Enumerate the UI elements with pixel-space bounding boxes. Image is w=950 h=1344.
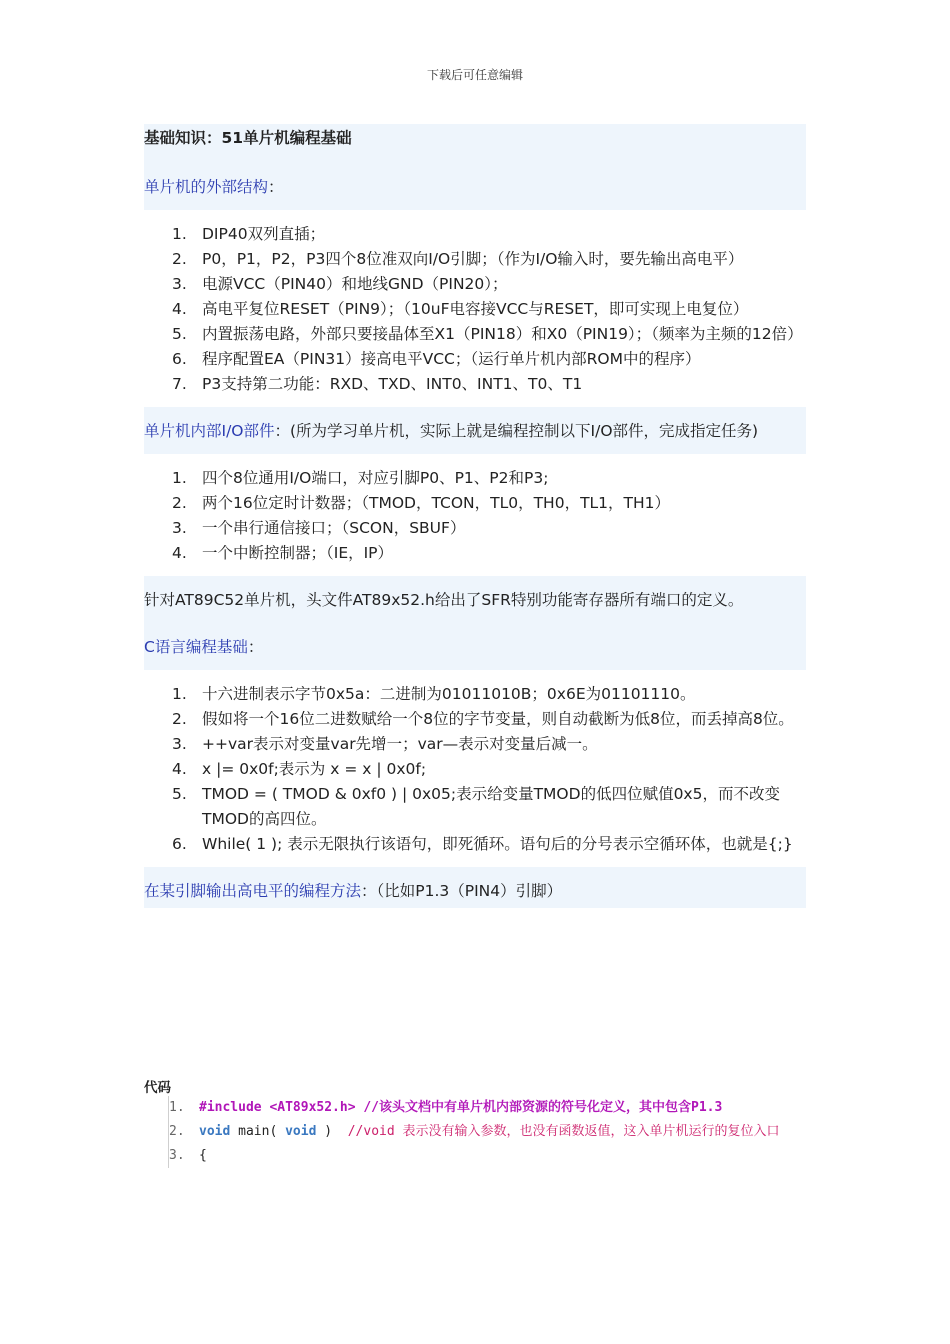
internal-list [144,466,806,566]
c-basics-section [144,623,806,670]
output-method-title: 在某引脚输出高电平的编程方法：（比如P1.3（PIN4）引脚） [144,882,563,900]
list-item: 7. P3支持第二功能：RXD、TXD、INT0、INT1、T0、T1 [172,375,583,393]
external-section-title: 单片机的外部结构： [144,178,284,196]
list-item: 4. 高电平复位RESET（PIN9）；（10uF电容接VCC与RESET，即可实现上电复位） [172,300,749,318]
sfr-note-block [144,576,806,623]
document-title: 基础知识：51单片机编程基础 [144,129,352,147]
list-item: 5. TMOD = ( TMOD & 0xf0 ) | 0x05;表示给变量TMOD的低四位赋值0x5，而不改变TMOD的高四位。 [172,785,780,828]
external-list [144,222,806,397]
list-item: 3. 一个串行通信接口；（SCON，SBUF） [172,519,466,537]
output-method-section [144,867,806,908]
code-block [168,1096,809,1168]
list-item: 5. 内置振荡电路，外部只要接晶体至X1（PIN18）和X0（PIN19）；（频率为主频的12倍） [172,325,803,343]
list-item: 4. x |= 0x0f;表示为 x = x | 0x0f; [172,760,427,778]
title-block [144,124,806,153]
sfr-note: 针对AT89C52单片机，头文件AT89x52.h给出了SFR特别功能寄存器所有端口的定义。 [144,591,744,609]
list-item: 3. ++var表示对变量var先增一；var—表示对变量后减一。 [172,735,598,753]
c-basics-list [144,682,806,857]
code-label: 代码 [144,1080,171,1096]
page-header: 下载后可任意编辑 [426,68,523,82]
internal-section [144,407,806,454]
internal-section-title: 单片机内部I/O部件：(所为学习单片机，实际上就是编程控制以下I/O部件，完成指定任务) [144,422,759,440]
c-basics-title: C语言编程基础： [144,638,264,656]
list-item: 2. 两个16位定时计数器；（TMOD，TCON，TL0，TH0，TL1，TH1） [172,494,671,512]
code-line: 1. #include <AT89x52.h> //该头文档中有单片机内部资源的符号化定义，其中包含P1.3 [169,1100,723,1115]
list-item: 6. While( 1 ); 表示无限执行该语句，即死循环。语句后的分号表示空循环体，也就是{;} [172,835,793,853]
code-line: 2. void main( void ) //void 表示没有输入参数，也没有函数返值，这入单片机运行的复位入口 [169,1124,780,1139]
list-item: 1. 四个8位通用I/O端口，对应引脚P0、P1、P2和P3; [172,469,549,487]
document-body [144,124,806,908]
list-item: 3. 电源VCC（PIN40）和地线GND（PIN20）； [172,275,508,293]
list-item: 2. 假如将一个16位二进数赋给一个8位的字节变量，则自动截断为低8位，而丢掉高8位。 [172,710,794,728]
list-item: 2. P0，P1，P2，P3四个8位准双向I/O引脚；（作为I/O输入时，要先输出高电平） [172,250,744,268]
list-item: 4. 一个中断控制器；（IE，IP） [172,544,394,562]
list-item: 1. 十六进制表示字节0x5a：二进制为01011010B；0x6E为01101110。 [172,685,696,703]
list-item: 1. DIP40双列直插； [172,225,326,243]
external-section [144,153,806,210]
list-item: 6. 程序配置EA（PIN31）接高电平VCC；（运行单片机内部ROM中的程序） [172,350,701,368]
code-line: 3. { [169,1148,207,1163]
